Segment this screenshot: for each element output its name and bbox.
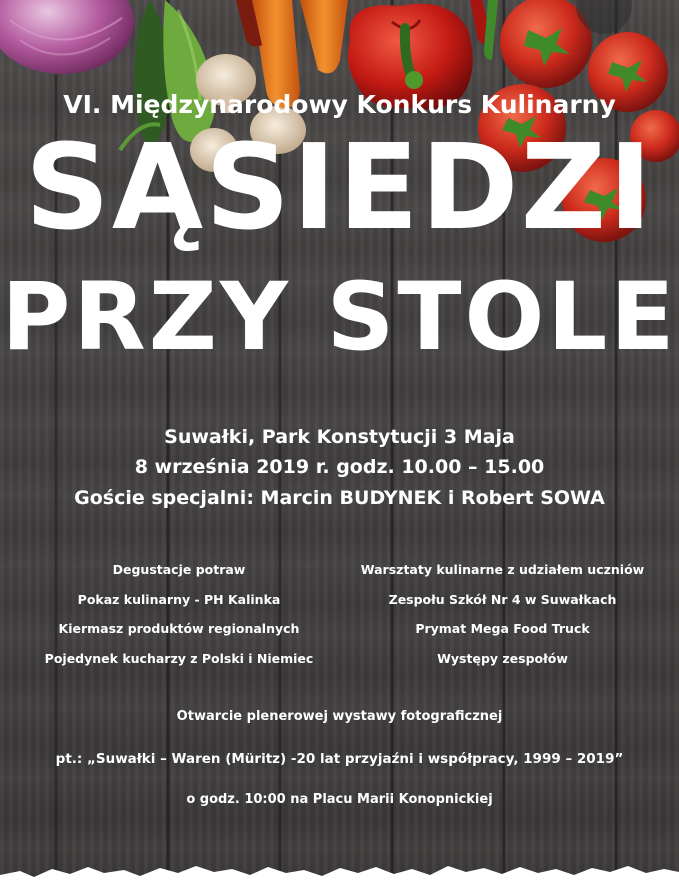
torn-paper-edge [0,855,679,885]
special-guests: Goście specjalni: Marcin BUDYNEK i Robert SOWA [74,487,605,509]
program-item: Kiermasz produktów regionalnych [58,621,300,636]
program-item: Prymat Mega Food Truck [415,621,590,636]
exhibition-line-3: o godz. 10:00 na Placu Marii Konopnickiej [186,792,493,807]
onion-icon [0,0,134,74]
title-line-2: PRZY STOLE [1,263,678,372]
title-line-1: SĄSIEDZI [24,118,655,256]
exhibition-line-1: Otwarcie plenerowej wystawy fotograficznej [176,709,503,724]
program-item: Pokaz kulinarny - PH Kalinka [77,591,281,607]
program-item: Pojedynek kucharzy z Polski i Niemiec [44,650,314,666]
program-item: Warsztaty kulinarne z udziałem uczniów [360,562,645,577]
program-right-column [330,555,675,673]
program-item: Występy zespołów [437,650,568,666]
exhibition-line-2: pt.: „Suwałki – Waren (Müritz) -20 lat przyjaźni i współpracy, 1999 – 2019” [55,751,624,767]
program-item: Degustacje potraw [112,562,246,577]
program-left-column [14,555,344,673]
event-date: 8 września 2019 r. godz. 10.00 – 15.00 [134,456,545,478]
event-location: Suwałki, Park Konstytucji 3 Maja [164,426,515,448]
contest-subtitle: VI. Międzynarodowy Konkurs Kulinarny [63,90,616,119]
program-item: Zespołu Szkół Nr 4 w Suwałkach [388,591,617,607]
